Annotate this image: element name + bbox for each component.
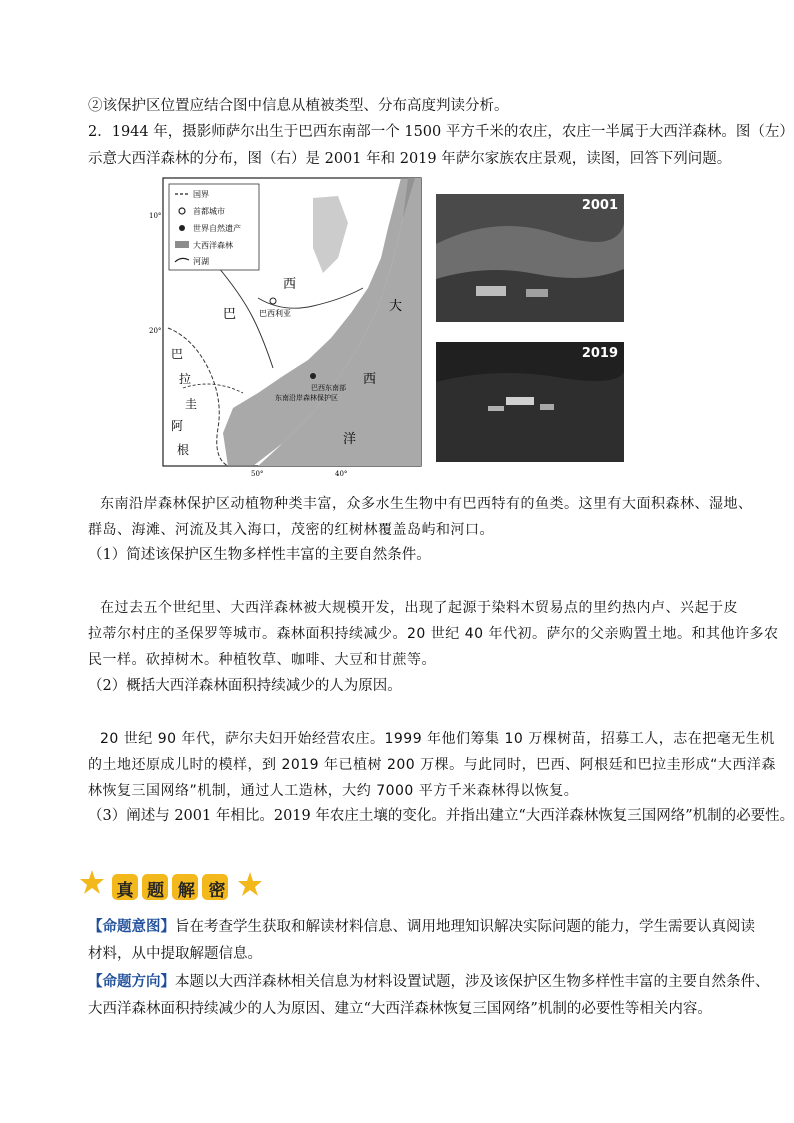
ocean-label-yang: 洋 [343,432,357,447]
country-label-la: 拉 [179,372,192,386]
legend-border-label: 国界 [193,190,209,199]
atlantic-forest-map [149,178,421,478]
intent-text-1: 旨在考查学生获取和解读材料信息、调用地理知识解决实际问题的能力，学生需要认真阅读 [175,919,755,935]
lat-10-label: 10° [149,212,162,220]
badge-char-3: 解 [177,880,195,901]
material-3-line-2: 的土地还原成儿时的模样，到 2019 年已植树 200 万棵。与此同时，巴西、阿根廷和巴拉圭形成“大西洋森 [88,757,776,773]
direction-text-1: 本题以大西洋森林相关信息为材料设置试题，涉及该保护区生物多样性丰富的主要自然条件、 [175,974,770,990]
ocean-label-xi: 西 [363,372,377,387]
legend-forest-label: 大西洋森林 [193,241,233,250]
direction-tag: 【命题方向】 [88,973,175,990]
lat-20-label: 20° [149,327,162,335]
question-2-stem-line-1: 2．1944 年，摄影师萨尔出生于巴西东南部一个 1500 平方千米的农庄，农庄一半属于大西洋森林。图（左） [88,124,794,140]
intro-note: ②该保护区位置应结合图中信息从植被类型、分布高度判读分析。 [88,98,509,114]
material-2-line-2: 拉蒂尔村庄的圣保罗等城市。森林面积持续减少。20 世纪 40 年代初。萨尔的父亲购置土地。和其他许多农 [88,626,779,642]
material-1-line-1: 东南沿岸森林保护区动植物种类丰富，众多水生生物中有巴西特有的鱼类。这里有大面积森林、湿地、 [100,496,753,512]
legend-heritage-label: 世界自然遗产 [193,224,241,233]
section-badge-title [112,874,230,902]
heritage-site-label-2: 东南沿岸森林保护区 [275,394,338,402]
material-2-line-3: 民一样。砍掉树木。种植牧草、咖啡、大豆和甘蔗等。 [88,652,436,668]
country-label-ba-2: 巴 [171,347,184,361]
heritage-site-label-1: 巴西东南部 [311,384,346,392]
intent-tag: 【命题意图】 [88,918,175,935]
photo-year-2001: 2001 [581,198,618,213]
country-label-a: 阿 [171,419,184,433]
country-label-xi: 西 [283,277,297,292]
material-3-line-3: 林恢复三国网络”机制，通过人工造林，大约 7000 平方千米森林得以恢复。 [88,783,579,799]
star-icon-left [80,870,104,894]
sub-question-1: （1）简述该保护区生物多样性丰富的主要自然条件。 [88,547,431,563]
photo-year-2019: 2019 [581,346,618,361]
photo-2001 [436,194,624,322]
legend-river-label: 河湖 [193,257,209,266]
direction-line-1 [88,972,770,992]
intent-line-1 [88,917,755,937]
sub-question-2: （2）概括大西洋森林面积持续减少的人为原因。 [88,678,402,694]
material-1-line-2: 群岛、海滩、河流及其入海口，茂密的红树林覆盖岛屿和河口。 [88,522,494,538]
ocean-label-da: 大 [389,299,403,314]
material-2-line-1: 在过去五个世纪里、大西洋森林被大规模开发，出现了起源于染料木贸易点的里约热内卢、兴起于皮 [100,600,738,616]
capital-label: 巴西利亚 [259,309,291,318]
lon-40-label: 40° [335,470,348,478]
badge-char-2: 题 [147,880,165,901]
intent-line-2: 材料，从中提取解题信息。 [88,946,262,962]
country-label-ba: 巴 [223,307,237,322]
landscape-2001-image [436,194,624,322]
badge-char-1: 真 [116,880,134,901]
star-icon-right [238,872,262,896]
lon-50-label: 50° [251,470,264,478]
material-3-line-1: 20 世纪 90 年代，萨尔夫妇开始经营农庄。1999 年他们筹集 10 万棵树苗，招募工人，志在把毫无生机 [100,731,775,747]
photo-2019 [436,342,624,462]
legend-capital-label: 首都城市 [193,207,225,216]
country-label-gui: 圭 [185,397,198,411]
badge-char-4: 密 [208,880,226,901]
direction-line-2: 大西洋森林面积持续减少的人为原因、建立“大西洋森林恢复三国网络”机制的必要性等相关内容。 [88,1001,712,1017]
sub-question-3: （3）阐述与 2001 年相比。2019 年农庄土壤的变化。并指出建立“大西洋森林恢复三国网络”机制的必要性。 [88,808,794,824]
question-2-stem-line-2: 示意大西洋森林的分布，图（右）是 2001 年和 2019 年萨尔家族农庄景观，读图，回答下列问题。 [88,151,732,167]
country-label-gen: 根 [177,443,190,457]
